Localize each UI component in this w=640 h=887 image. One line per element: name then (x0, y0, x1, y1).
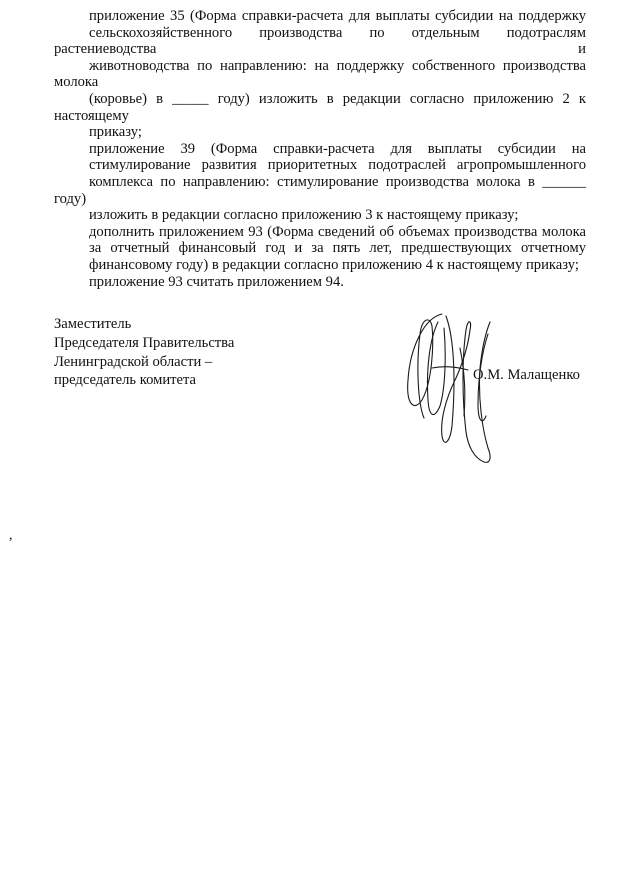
text-line: изложить в редакции согласно приложению 3 к настоящему приказу; (89, 207, 519, 224)
text-line: приложение 39 (Форма справки-расчета для выплаты субсидии на (89, 140, 586, 157)
text-line: за отчетный финансовый год и за пять лет, предшествующих отчетному (89, 240, 586, 257)
paragraph-appendix-39 (54, 141, 586, 224)
paragraph-appendix-35 (54, 8, 586, 141)
text-line: приказу; (89, 124, 142, 141)
signatory-position (54, 315, 294, 390)
text-line: (коровье) в _____ году) изложить в редакции согласно приложению 2 к настоящему (54, 90, 586, 124)
text-line: комплекса по направлению: стимулирование производства молока в ______ году) (54, 173, 586, 207)
text-line: стимулирование развития приоритетных подотраслей агропромышленного (89, 157, 586, 174)
order-text (54, 8, 586, 290)
signatory-position-line: Председателя Правительства (54, 334, 235, 351)
paragraph-appendix-93-add (54, 224, 586, 274)
signatory-name: О.М. Малащенко (473, 367, 580, 383)
paragraph-appendix-93-renumber (54, 274, 586, 291)
text-line: животноводства по направлению: на поддержку собственного производства молока (54, 57, 586, 91)
text-line: приложение 93 считать приложением 94. (89, 273, 344, 290)
handwritten-signature (402, 308, 514, 466)
text-line: сельскохозяйственного производства по отдельным подотраслям растениеводства и (54, 24, 586, 58)
text-line: дополнить приложением 93 (Форма сведений об объемах производства молока (89, 223, 586, 240)
stray-mark: , (9, 528, 13, 543)
text-line: финансовому году) в редакции согласно приложению 4 к настоящему приказу; (89, 256, 579, 273)
signatory-position-line: Ленинградской области – (54, 353, 213, 370)
signatory-position-line: Заместитель (54, 316, 132, 332)
text-line: приложение 35 (Форма справки-расчета для выплаты субсидии на поддержку (89, 8, 586, 24)
signatory-position-line: председатель комитета (54, 372, 197, 389)
